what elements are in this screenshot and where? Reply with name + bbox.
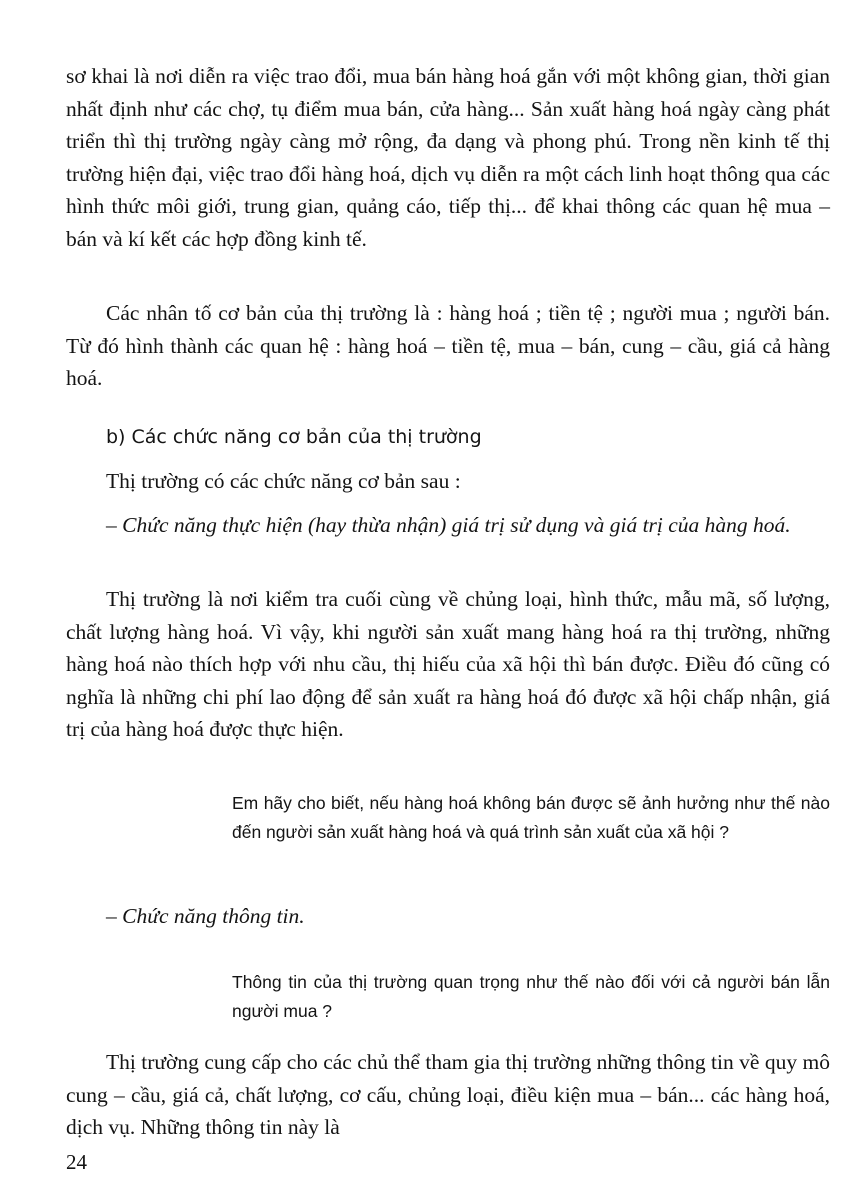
function-realization-heading: – Chức năng thực hiện (hay thừa nhận) giá trị sử dụng và giá trị của hàng hoá. [106,513,791,537]
paragraph-market-intro: sơ khai là nơi diễn ra việc trao đổi, mua bán hàng hoá gắn với một không gian, thời gian nhất định như các chợ, tụ điểm mua bán, cửa hàng... Sản xuất hàng hoá ngày càng phát triển thì thị trường ngày càng mở rộng, đa dạng và phong phú. Trong nền kinh tế thị trường hiện đại, việc trao đổi hàng hoá, dịch vụ diễn ra một cách linh hoạt thông qua các hình thức môi giới, trung gian, quảng cáo, tiếp thị... để khai thông các quan hệ mua – bán và kí kết các hợp đồng kinh tế. [66,64,830,251]
paragraph-market-factors: Các nhân tố cơ bản của thị trường là : hàng hoá ; tiền tệ ; người mua ; người bán. Từ đó hình thành các quan hệ : hàng hoá – tiền tệ, mua – bán, cung – cầu, giá cả hàng hoá. [66,301,830,391]
page-number: 24 [66,1150,87,1174]
paragraph-market-check: Thị trường là nơi kiểm tra cuối cùng về chủng loại, hình thức, mẫu mã, số lượng, chất lượng hàng hoá. Vì vậy, khi người sản xuất mang hàng hoá ra thị trường, những hàng hoá nào thích hợp với nhu cầu, thị hiếu của xã hội thì bán được. Điều đó cũng có nghĩa là những chi phí lao động để sản xuất ra hàng hoá đó được xã hội chấp nhận, giá trị của hàng hoá được thực hiện. [66,587,830,742]
paragraph-functions-intro: Thị trường có các chức năng cơ bản sau : [106,469,461,493]
section-heading-b: b) Các chức năng cơ bản của thị trường [106,426,482,448]
question-box-market-information: Thông tin của thị trường quan trọng như thế nào đối với cả người bán lẫn người mua ? [232,972,830,1021]
paragraph-market-information: Thị trường cung cấp cho các chủ thể tham gia thị trường những thông tin về quy mô cung – cầu, giá cả, chất lượng, cơ cấu, chủng loại, điều kiện mua – bán... các hàng hoá, dịch vụ. Những thông tin này là [66,1050,830,1140]
question-box-unsold-goods: Em hãy cho biết, nếu hàng hoá không bán được sẽ ảnh hưởng như thế nào đến người sản xuất hàng hoá và quá trình sản xuất của xã hội ? [232,793,830,842]
function-information-heading: – Chức năng thông tin. [106,904,305,928]
